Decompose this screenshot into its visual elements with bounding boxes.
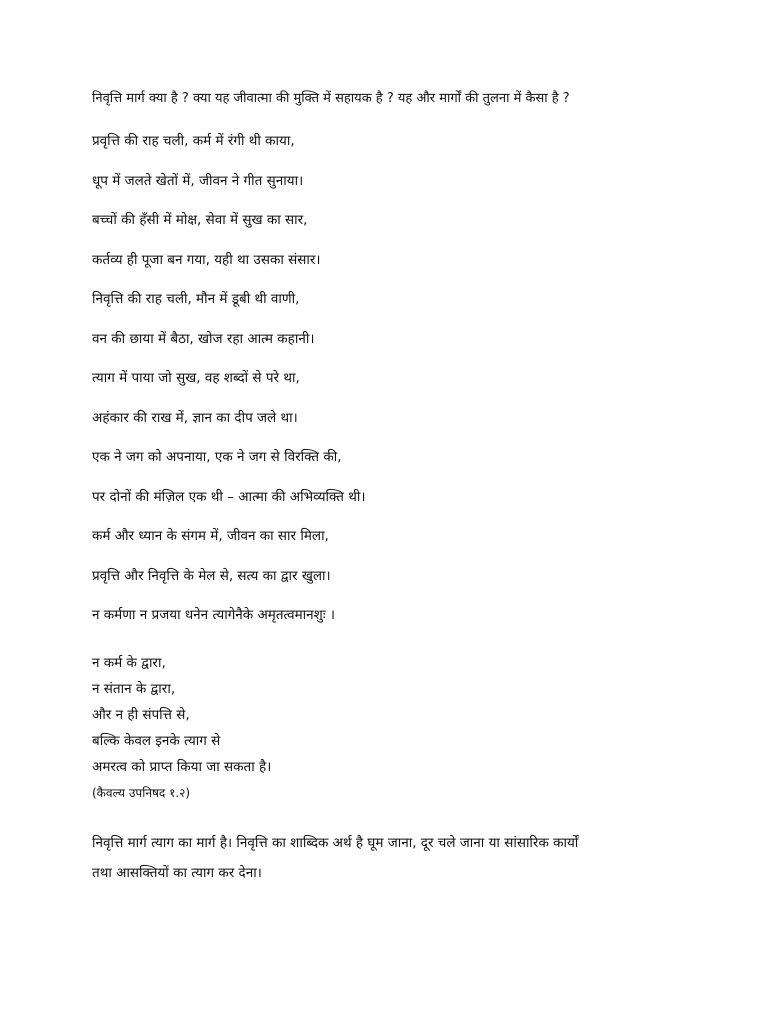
poem-line: प्रवृत्ति और निवृत्ति के मेल से, सत्य का द्वार खुला।: [92, 567, 331, 584]
paragraph-line: निवृत्ति मार्ग त्याग का मार्ग है। निवृत्ति का शाब्दिक अर्थ है घूम जाना, दूर चले जाना या सांसारिक कार्यों: [92, 835, 579, 851]
paragraph-line: तथा आसक्तियों का त्याग कर देना।: [92, 865, 262, 881]
poem-line: कर्तव्य ही पूजा बन गया, यही था उसका संसार।: [92, 251, 321, 268]
poem-line: अहंकार की राख में, ज्ञान का दीप जले था।: [92, 409, 298, 426]
poem-line: पर दोनों की मंज़िल एक थी – आत्मा की अभिव्यक्ति थी।: [92, 488, 366, 505]
sanskrit-shloka: न कर्मणा न प्रजया धनेन त्यागेनैके अमृतत्वमानशुः ।: [92, 607, 335, 623]
poem-line: धूप में जलते खेतों में, जीवन ने गीत सुनाया।: [92, 172, 304, 189]
translation-line: अमरत्व को प्राप्त किया जा सकता है।: [92, 759, 272, 775]
translation-line: बल्कि केवल इनके त्याग से: [92, 733, 221, 749]
question-heading: निवृत्ति मार्ग क्या है ? क्या यह जीवात्मा की मुक्ति में सहायक है ? यह और मार्गों की तुलना में कैसा है ?: [92, 91, 570, 106]
translation-line: न कर्म के द्वारा,: [92, 655, 166, 671]
translation-line: न संतान के द्वारा,: [92, 681, 176, 697]
translation-line: और न ही संपत्ति से,: [92, 707, 190, 723]
poem-line: बच्चों की हँसी में मोक्ष, सेवा में सुख का सार,: [92, 212, 308, 228]
poem-line: निवृत्ति की राह चली, मौन में डूबी थी वाणी,: [92, 291, 300, 307]
shloka-translation: [92, 650, 692, 806]
poem-line: प्रवृत्ति की राह चली, कर्म में रंगी थी काया,: [92, 133, 295, 149]
poem-line: वन की छाया में बैठा, खोज रहा आत्म कहानी।: [92, 330, 315, 347]
body-paragraph: [92, 828, 692, 888]
poem-line: त्याग में पाया जो सुख, वह शब्दों से परे था,: [92, 370, 300, 386]
document-page: [92, 86, 692, 888]
poem-line: एक ने जग को अपनाया, एक ने जग से विरक्ति की,: [92, 449, 342, 465]
poem-line: कर्म और ध्यान के संगम में, जीवन का सार मिला,: [92, 528, 329, 544]
poem: [92, 126, 692, 600]
source-citation: (कैवल्य उपनिषद १.२): [92, 786, 191, 800]
